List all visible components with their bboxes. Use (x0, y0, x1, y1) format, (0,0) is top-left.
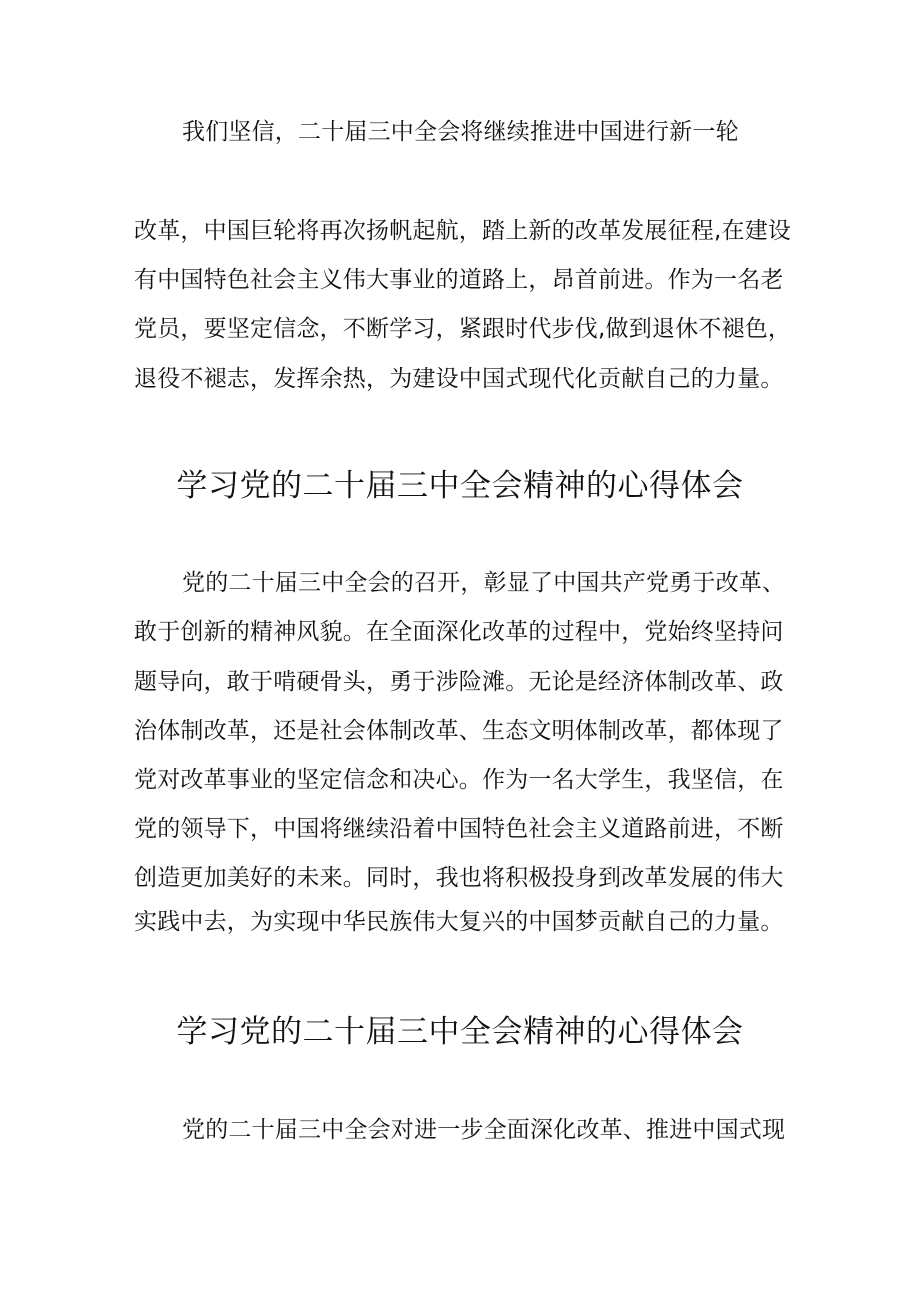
paragraph-line: 改革，中国巨轮将再次扬帆起航，踏上新的改革发展征程,在建设 (134, 218, 792, 244)
paragraph-line: 我们坚信，二十届三中全会将继续推进中国进行新一轮 (182, 119, 739, 145)
paragraph-line: 党的领导下，中国将继续沿着中国特色社会主义道路前进，不断 (134, 816, 784, 842)
paragraph-line: 党的二十届三中全会对进一步全面深化改革、推进中国式现 (182, 1117, 786, 1143)
paragraph-line: 党员，要坚定信念，不断学习，紧跟时代步伐,做到退休不褪色， (134, 316, 792, 342)
section-title: 学习党的二十届三中全会精神的心得体会 (176, 1014, 744, 1050)
paragraph-line: 题导向，敢于啃硬骨头，勇于涉险滩。无论是经济体制改革、政 (134, 669, 784, 695)
section-title: 学习党的二十届三中全会精神的心得体会 (176, 468, 744, 504)
paragraph-line: 有中国特色社会主义伟大事业的道路上，昂首前进。作为一名老 (134, 267, 784, 293)
paragraph-line: 实践中去，为实现中华民族伟大复兴的中国梦贡献自己的力量。 (134, 909, 784, 935)
paragraph-line: 创造更加美好的未来。同时，我也将积极投身到改革发展的伟大 (134, 865, 784, 891)
paragraph-line: 党的二十届三中全会的召开，彰显了中国共产党勇于改革、 (182, 570, 786, 596)
paragraph-line: 敢于创新的精神风貌。在全面深化改革的过程中，党始终坚持问 (134, 619, 784, 645)
paragraph-line: 党对改革事业的坚定信念和决心。作为一名大学生，我坚信，在 (134, 767, 784, 793)
paragraph-line: 退役不褪志，发挥余热，为建设中国式现代化贡献自己的力量。 (134, 366, 784, 392)
paragraph-line: 治体制改革，还是社会体制改革、生态文明体制改革，都体现了 (134, 718, 784, 744)
